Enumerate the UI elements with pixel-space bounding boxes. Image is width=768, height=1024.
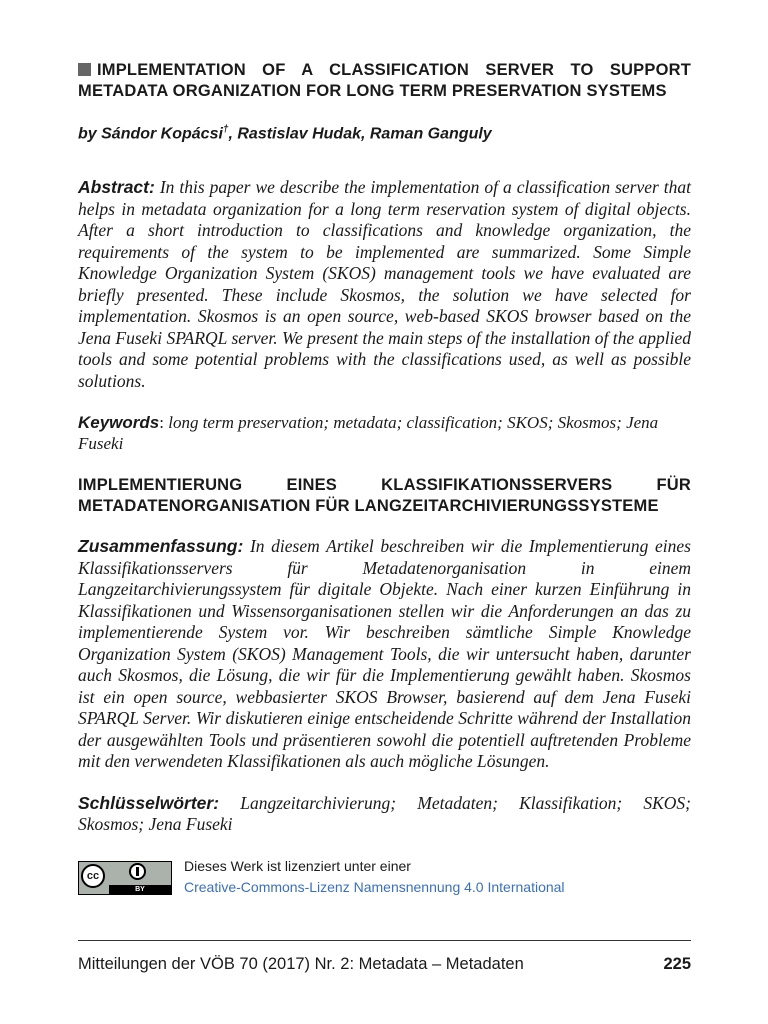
attribution-person-icon	[129, 863, 146, 880]
abstract-text: In this paper we describe the implementation of a classification server that helps in metadata organization for a long term reservation system of digital objects. After a short introduction to classifications and knowledge organization, the requirements of the system to be implemented are summarized. Some Simple Knowledge Organization System (SKOS) management tools we have evaluated are briefly presented. These include Skosmos, the solution we have selected for implementation. Skosmos is an open source, web-based SKOS browser based on the Jena Fuseki SPARQL server. We present the main steps of the installation of the applied tools and some potential problems with the classifications used, as well as possible solutions.	[78, 177, 692, 391]
schluesselwoerter-text: Langzeitarchivierung; Metadaten; Klassifikation; SKOS; Skosmos; Jena Fuseki	[78, 792, 691, 835]
license-block	[78, 859, 691, 898]
title-english: IMPLEMENTATION OF A CLASSIFICATION SERVER TO SUPPORT METADATA ORGANIZATION FOR LONG TERM PRESERVATION SYSTEMS	[78, 61, 691, 100]
license-line: Dieses Werk ist lizenziert unter einer	[184, 857, 411, 874]
page-footer	[78, 940, 691, 974]
cc-by-license-icon[interactable]	[78, 861, 172, 895]
zusammenfassung	[78, 536, 691, 773]
schluesselwoerter	[78, 793, 691, 836]
square-bullet-icon	[78, 63, 91, 76]
zusammenfassung-text: In diesem Artikel beschreiben wir die Implementierung eines Klassifikationsservers für Metadatenorganisation in einem Langzeitarchivierungssystem für digitale Objekte. Nach einer kurzen Einführung in Klassifikationen und Wissensorganisationen stellen wir die Anforderungen an das zu implementierende System vor. Wir beschreiben sämtliche Simple Knowledge Organization System (SKOS) Management Tools, die wir untersucht haben, darunter auch Skosmos, die Lösung, die wir für die Implementierung gewählt haben. Skosmos ist ein open source, webbasierter SKOS Browser, basierend auf dem Jena Fuseki SPARQL Server. Wir diskutieren einige entscheidende Schritte während der Installation der ausgewählten Tools und präsentieren sowohl die potentiell auftretenden Probleme mit den verwendeten Klassifikationen als auch mögliche Lösungen.	[78, 536, 691, 772]
abstract-label: Abstract:	[78, 177, 155, 198]
journal-citation: Mitteilungen der VÖB 70 (2017) Nr. 2: Metadata – Metadaten	[78, 955, 524, 973]
page-number: 225	[663, 955, 691, 973]
schluesselwoerter-label: Schlüsselwörter:	[78, 792, 220, 813]
by-label: BY	[109, 885, 171, 894]
license-link[interactable]: Creative-Commons-Lizenz Namensnennung 4.0 International	[184, 878, 565, 895]
author-line: by Sándor Kopácsi†, Rastislav Hudak, Raman Ganguly	[78, 124, 492, 143]
cc-icon: cc	[81, 864, 105, 888]
abstract	[78, 177, 691, 392]
keywords: Keywords: long term preservation; metadata; classification; SKOS; Skosmos; Jena Fuseki	[78, 413, 659, 454]
keywords-text: long term preservation; metadata; classification; SKOS; Skosmos; Jena Fuseki	[78, 413, 659, 454]
keywords-label: Keywords	[78, 413, 160, 433]
article	[78, 60, 691, 898]
license-text	[184, 856, 565, 898]
title-german: IMPLEMENTIERUNG EINES KLASSIFIKATIONSSERVERS FÜR METADATENORGANISATION FÜR LANGZEITARCHIVIERUNGSSYSTEME	[78, 476, 691, 516]
zusammenfassung-label: Zusammenfassung:	[78, 536, 244, 557]
